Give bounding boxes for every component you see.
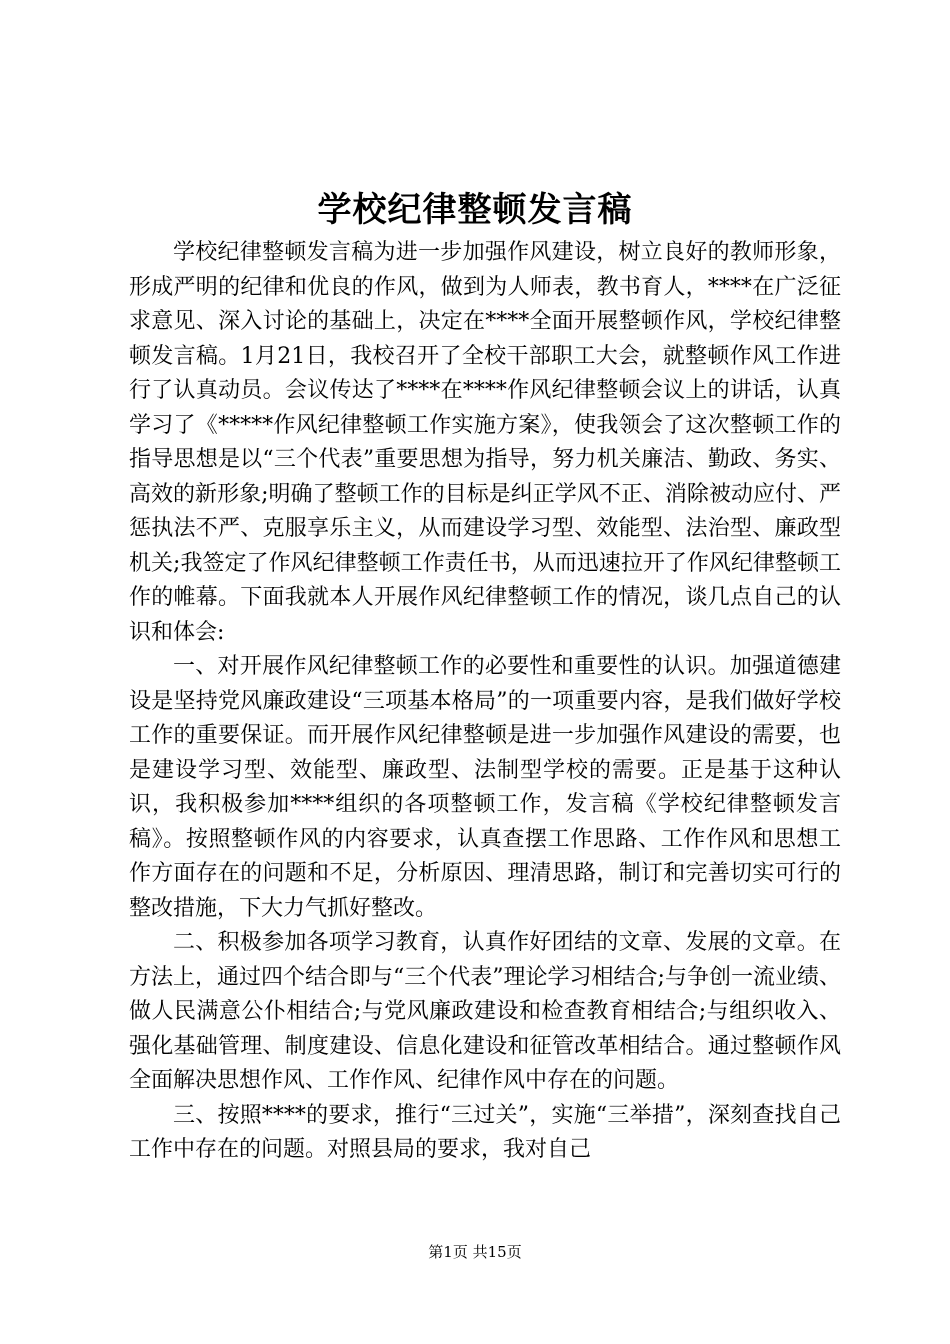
paragraph-section-3: 三、按照****的要求，推行“三过关”，实施“三举措”，深刻查找自己工作中存在的问题。对照县局的要求，我对自己	[129, 1102, 841, 1162]
paragraph-section-1: 一、对开展作风纪律整顿工作的必要性和重要性的认识。加强道德建设是坚持党风廉政建设“三项基本格局”的一项重要内容，是我们做好学校工作的重要保证。而开展作风纪律整顿是进一步加强作风建设的需要，也是建设学习型、效能型、廉政型、法制型学校的需要。正是基于这种认识，我积极参加****组织的各项整顿工作，发言稿《学校纪律整顿发言稿》。按照整顿作风的内容要求，认真查摆工作思路、工作作风和思想工作方面存在的问题和不足，分析原因、理清思路，制订和完善切实可行的整改措施，下大力气抓好整改。	[129, 654, 841, 921]
paragraph-section-2: 二、积极参加各项学习教育，认真作好团结的文章、发展的文章。在方法上，通过四个结合即与“三个代表”理论学习相结合;与争创一流业绩、做人民满意公仆相结合;与党风廉政建设和检查教育相结合;与组织收入、强化基础管理、制度建设、信息化建设和征管改革相结合。通过整顿作风全面解决思想作风、工作作风、纪律作风中存在的问题。	[129, 930, 841, 1093]
page-number-footer: 第1页 共15页	[428, 1243, 522, 1261]
document-title: 学校纪律整顿发言稿	[317, 190, 633, 230]
document-body	[129, 236, 841, 1168]
paragraph-intro: 学校纪律整顿发言稿为进一步加强作风建设，树立良好的教师形象，形成严明的纪律和优良的作风，做到为人师表，教书育人，****在广泛征求意见、深入讨论的基础上，决定在****全面开展整顿作风，学校纪律整顿发言稿。1月21日，我校召开了全校干部职工大会，就整顿作风工作进行了认真动员。会议传达了****在****作风纪律整顿会议上的讲话，认真学习了《*****作风纪律整顿工作实施方案》，使我领会了这次整顿工作的指导思想是以“三个代表”重要思想为指导，努力机关廉洁、勤政、务实、高效的新形象;明确了整顿工作的目标是纠正学风不正、消除被动应付、严惩执法不严、克服享乐主义，从而建设学习型、效能型、法治型、廉政型机关;我签定了作风纪律整顿工作责任书，从而迅速拉开了作风纪律整顿工作的帷幕。下面我就本人开展作风纪律整顿工作的情况，谈几点自己的认识和体会:	[129, 240, 841, 645]
